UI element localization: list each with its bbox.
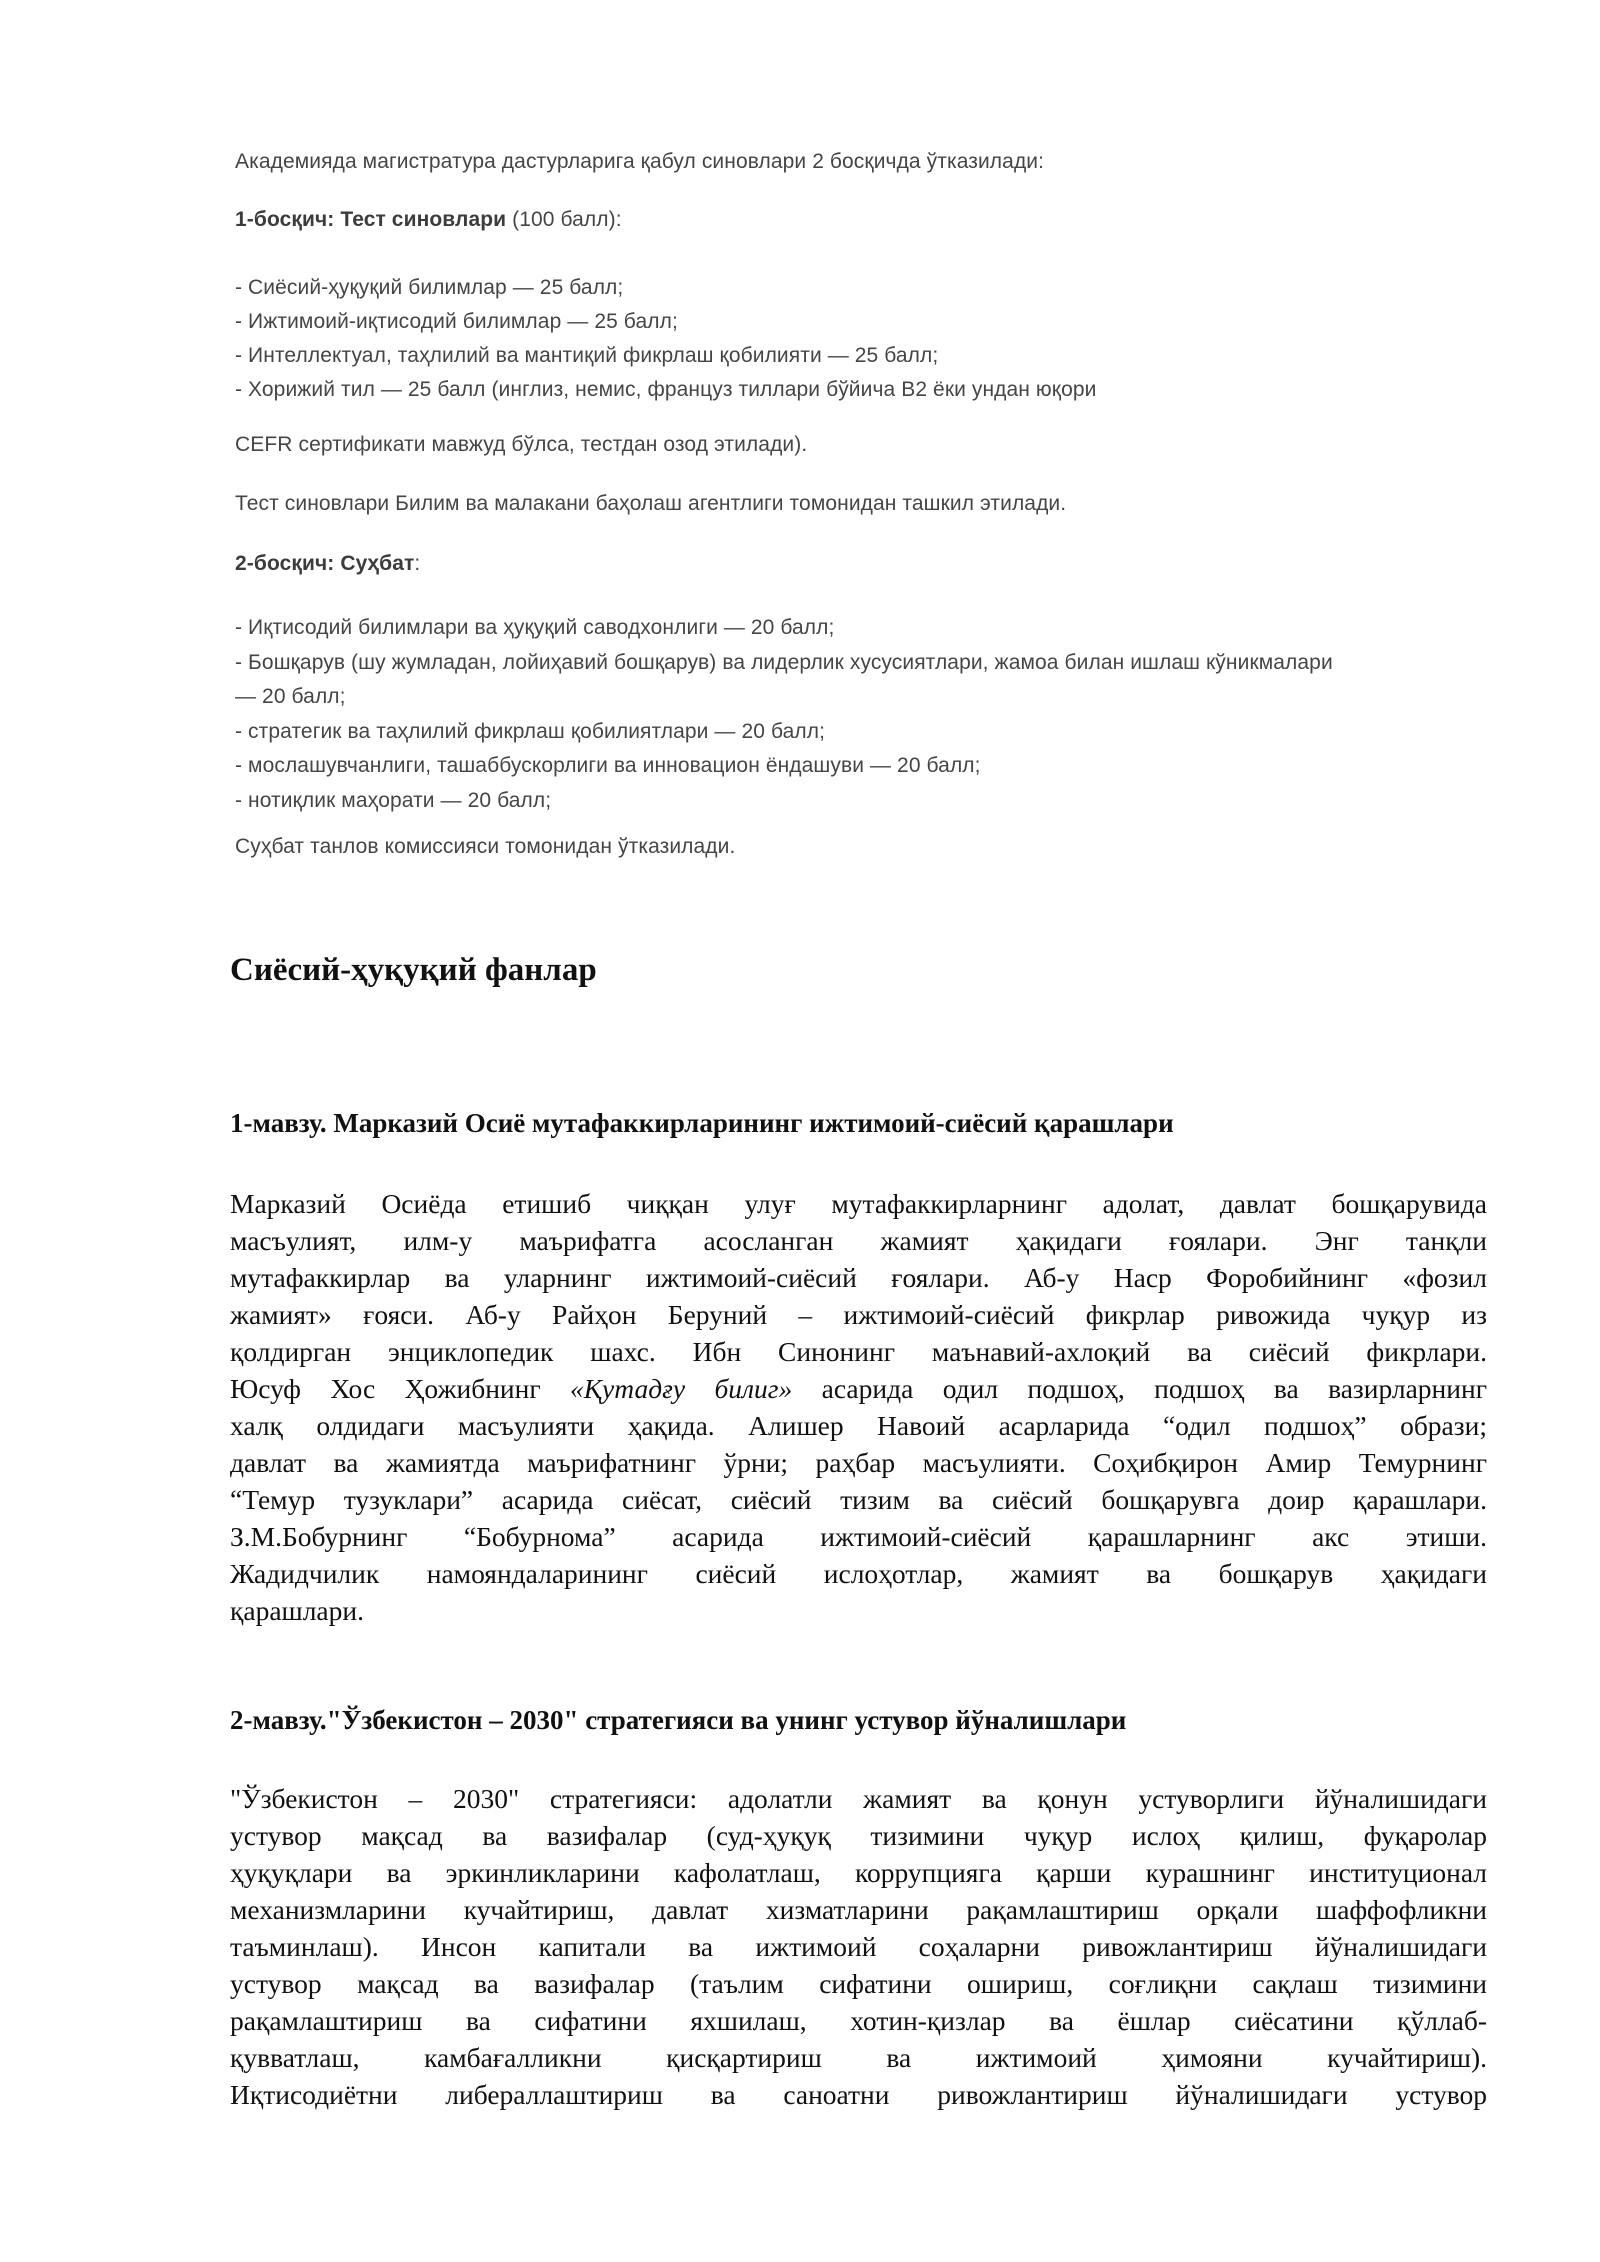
topic1-heading: 1-мавзу. Марказий Осиё мутафаккирларининг ижтимоий-сиёсий қарашлари (230, 1108, 1174, 1138)
paragraph-line: механизмларини кучайтириш, давлат хизматларини рақамлаштириш орқали шаффофликни (230, 1894, 1487, 1925)
paragraph-line: қувватлаш, камбағалликни қисқартириш ва ижтимоий ҳимояни кучайтириш). (230, 2042, 1487, 2073)
paragraph-line: “Темур тузуклари” асарида сиёсат, сиёсий тизим ва сиёсий бошқарувга доир қарашлари. (230, 1484, 1487, 1515)
paragraph-line: рақамлаштириш ва сифатини яхшилаш, хотин-қизлар ва ёшлар сиёсатини қўллаб- (230, 2005, 1487, 2036)
line-part: асарида одил подшоҳ, подшоҳ ва вазирларнинг (792, 1373, 1487, 1404)
test-organizer: Тест синовлари Билим ва малакани баҳолаш агентлиги томонидан ташкил этилади. (235, 492, 1067, 515)
stage1-list (235, 271, 1096, 407)
list-item: - стратегик ва таҳлилий фикрлаш қобилиятлари — 20 балл; (235, 719, 826, 743)
paragraph-line: давлат ва жамиятда маърифатнинг ўрни; раҳбар масъулияти. Соҳибқирон Амир Темурнинг (230, 1447, 1487, 1478)
stage2-heading (235, 552, 420, 576)
stage1-heading (235, 208, 622, 232)
paragraph-line: "Ўзбекистон – 2030" стратегияси: адолатли жамият ва қонун устуворлиги йўналишидаги (230, 1783, 1487, 1814)
paragraph-line (230, 1370, 1487, 1407)
interview-organizer: Суҳбат танлов комиссияси томонидан ўтказилади. (235, 835, 736, 858)
topic1-paragraph (230, 1185, 1487, 1629)
paragraph-line: ҳуқуқлари ва эркинликларини кафолатлаш, коррупцияга қарши курашнинг институционал (230, 1857, 1487, 1888)
paragraph-line: устувор мақсад ва вазифалар (таълим сифатини ошириш, соғлиқни сақлаш тизимини (230, 1968, 1487, 1999)
list-item: - Хорижий тил — 25 балл (инглиз, немис, француз тиллари бўйича B2 ёки ундан юқори (235, 378, 1097, 401)
paragraph-line: жамият» ғояси. Аб-у Райҳон Беруний – ижтимоий-сиёсий фикрлар ривожида чуқур из (230, 1299, 1487, 1330)
list-item: - Ижтимоий-иқтисодий билимлар — 25 балл; (235, 310, 678, 333)
stage1-label: 1-босқич: Тест синовлари (235, 208, 507, 231)
cefr-note: CEFR сертификати мавжуд бўлса, тестдан озод этилади). (235, 433, 808, 456)
topic2-heading: 2-мавзу."Ўзбекистон – 2030" стратегияси ва унинг устувор йўналишлари (230, 1705, 1127, 1735)
stage2-colon: : (414, 552, 421, 575)
paragraph-line: мутафаккирлар ва уларнинг ижтимоий-сиёсий ғоялари. Аб-у Наср Форобийнинг «фозил (230, 1262, 1487, 1293)
paragraph-line: халқ олдидаги масъулияти ҳақида. Алишер Навоий асарларида “одил подшоҳ” образи; (230, 1410, 1487, 1441)
paragraph-line: Марказий Осиёда етишиб чиққан улуғ мутафаккирларнинг адолат, давлат бошқарувида (230, 1188, 1487, 1219)
paragraph-line: масъулият, илм-у маърифатга асосланган жамият ҳақидаги ғоялари. Энг танқли (230, 1225, 1487, 1256)
list-item: - нотиқлик маҳорати — 20 балл; (235, 788, 552, 812)
paragraph-line: Иқтисодиётни либераллаштириш ва саноатни ривожлантириш йўналишидаги устувор (230, 2079, 1487, 2110)
paragraph-line: таъминлаш). Инсон капитали ва ижтимоий соҳаларни ривожлантириш йўналишидаги (230, 1931, 1487, 1962)
stage2-list (235, 611, 1485, 818)
paragraph-line: З.М.Бобурнинг “Бобурнома” асарида ижтимоий-сиёсий қарашларнинг акс этиши. (230, 1521, 1487, 1552)
list-item: — 20 балл; (235, 685, 346, 708)
line-part: Юсуф Хос Ҳожибнинг (230, 1373, 571, 1404)
paragraph-line: қарашлари. (230, 1595, 364, 1626)
list-item: - Бошқарув (шу жумладан, лойиҳавий бошқарув) ва лидерлик хусусиятлари, жамоа билан ишлаш кўникмалари (235, 650, 1333, 674)
list-item: - Иқтисодий билимлари ва ҳуқуқий саводхонлиги — 20 балл; (235, 616, 835, 639)
paragraph-line: қолдирган энциклопедик шахс. Ибн Синонинг маънавий-ахлоқий ва сиёсий фикрлари. (230, 1336, 1487, 1367)
paragraph-line: устувор мақсад ва вазифалар (суд-ҳуқуқ тизимини чуқур ислоҳ қилиш, фуқаролар (230, 1820, 1487, 1851)
list-item: - мослашувчанлиги, ташаббускорлиги ва инновацион ёндашуви — 20 балл; (235, 754, 981, 777)
admission-intro: Академияда магистратура дастурларига қабул синовлари 2 босқичда ўтказилади: (235, 150, 1045, 173)
list-item: - Сиёсий-ҳуқуқий билимлар — 25 балл; (235, 276, 624, 299)
topic2-paragraph (230, 1780, 1487, 2113)
paragraph-line: Жадидчилик намояндаларининг сиёсий ислоҳотлар, жамият ва бошқарув ҳақидаги (230, 1558, 1487, 1589)
stage2-label: 2-босқич: Суҳбат (235, 552, 415, 575)
stage1-points: (100 балл): (506, 208, 622, 231)
section-title: Сиёсий-ҳуқуқий фанлар (230, 952, 597, 988)
book-title: «Қутадғу билиг» (570, 1373, 793, 1404)
list-item: - Интеллектуал, таҳлилий ва мантиқий фикрлаш қобилияти — 25 балл; (235, 344, 939, 367)
